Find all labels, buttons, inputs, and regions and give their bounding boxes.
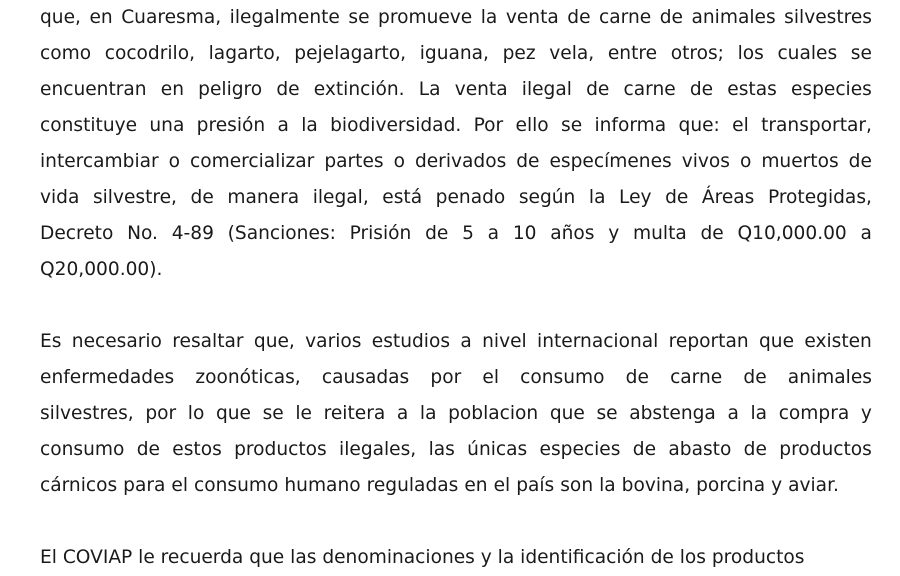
text-line: encuentran en peligro de extinción. La venta ilegal de carne de estas especies	[40, 79, 872, 100]
document-page	[40, 0, 872, 568]
text-line: constituye una presión a la biodiversidad. Por ello se informa que: el transportar,	[40, 115, 872, 136]
text-line: Q20,000.00).	[40, 259, 163, 280]
text-line: vida silvestre, de manera ilegal, está penado según la Ley de Áreas Protegidas,	[40, 187, 872, 208]
cutoff-text-line: El COVIAP le recuerda que las denominaciones y la identificación de los productos	[40, 547, 805, 568]
paragraph-1	[40, 0, 872, 288]
text-line: consumo de estos productos ilegales, las únicas especies de abasto de productos	[40, 439, 872, 460]
text-line: Decreto No. 4-89 (Sanciones: Prisión de 5 a 10 años y multa de Q10,000.00 a	[40, 223, 872, 244]
paragraph-3-cutoff	[40, 540, 872, 576]
text-line: enfermedades zoonóticas, causadas por el consumo de carne de animales	[40, 367, 872, 388]
text-line: que, en Cuaresma, ilegalmente se promueve la venta de carne de animales silvestres	[40, 7, 872, 28]
text-line: silvestres, por lo que se le reitera a la poblacion que se abstenga a la compra y	[40, 403, 872, 424]
text-line: cárnicos para el consumo humano reguladas en el país son la bovina, porcina y aviar.	[40, 475, 839, 496]
paragraph-2	[40, 324, 872, 504]
text-line: intercambiar o comercializar partes o derivados de especímenes vivos o muertos de	[40, 151, 872, 172]
text-line: Es necesario resaltar que, varios estudios a nivel internacional reportan que existen	[40, 331, 872, 352]
text-line: como cocodrilo, lagarto, pejelagarto, iguana, pez vela, entre otros; los cuales se	[40, 43, 872, 64]
